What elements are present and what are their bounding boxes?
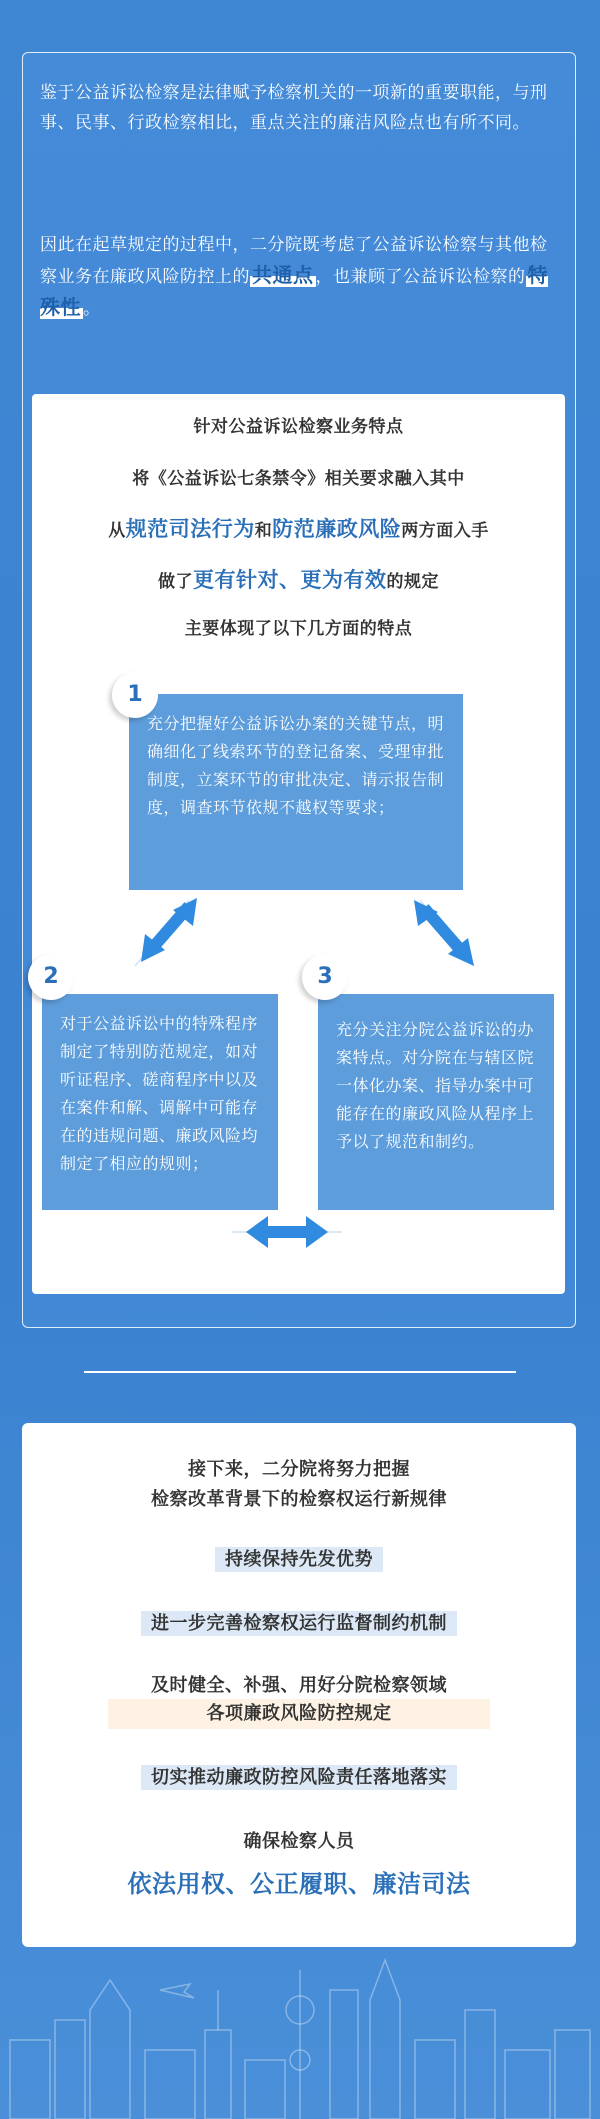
feature-number-3: 3 <box>302 954 348 1000</box>
highlight-effective: 更有针对、更为有效 <box>193 568 387 592</box>
outlook-item-1 <box>22 1545 576 1575</box>
outlook-line-3: 确保检察人员 <box>243 1831 355 1852</box>
section-divider <box>84 1371 516 1373</box>
card-text: 从 <box>108 521 126 541</box>
intro-paragraph-2 <box>40 230 560 324</box>
arrow-right-diagonal-icon <box>400 896 490 976</box>
outlook-card <box>22 1423 576 1947</box>
outlook-item-1-text: 持续保持先发优势 <box>215 1547 383 1572</box>
highlight-prevent: 防范廉政风险 <box>272 517 402 541</box>
feature-box-1: 充分把握好公益诉讼办案的关键节点，明确细化了线索环节的登记备案、受理审批制度，立案环节的审批决定、请示报告制度，调查环节依规不越权等要求； <box>129 694 463 890</box>
feature-box-3: 充分关注分院公益诉讼的办案特点。对分院在与辖区院一体化办案、指导办案中可能存在的廉政风险从程序上予以了规范和制约。 <box>318 994 554 1210</box>
intro-paragraph-1: 鉴于公益诉讼检察是法律赋予检察机关的一项新的重要职能，与刑事、民事、行政检察相比，重点关注的廉洁风险点也有所不同。 <box>40 83 548 133</box>
outlook-item-3b: 各项廉政风险防控规定 <box>206 1703 392 1724</box>
card-text: 和 <box>254 521 273 541</box>
outlook-item-3a: 及时健全、补强、用好分院检察领域 <box>151 1675 447 1696</box>
arrow-horizontal-icon <box>232 1212 342 1252</box>
highlight-regulate: 规范司法行为 <box>125 517 255 541</box>
outlook-line-1: 接下来，二分院将努力把握 <box>188 1459 410 1480</box>
card-line-1: 针对公益诉讼检察业务特点 <box>193 417 404 437</box>
outlook-line-2: 检察改革背景下的检察权运行新规律 <box>151 1489 447 1510</box>
outlook-item-4-text: 切实推动廉政防控风险责任落地落实 <box>141 1765 457 1790</box>
card-line-5: 主要体现了以下几方面的特点 <box>184 619 413 639</box>
outlook-item-2-text: 进一步完善检察权运行监督制约机制 <box>141 1611 457 1636</box>
card-text: 做了 <box>158 572 193 592</box>
card-text: 的规定 <box>386 572 439 592</box>
card-line-3 <box>32 513 565 543</box>
card-line-2: 将《公益诉讼七条禁令》相关要求融入其中 <box>132 469 465 489</box>
intro-text: 因此在起草规定的过程中，二分院既考虑了公益诉讼检察与其他检察业务在廉政风险防控上的 <box>40 235 548 287</box>
highlight-common-point: 共通点 <box>252 263 314 287</box>
feature-number-2: 2 <box>28 954 74 1000</box>
outlook-item-4 <box>22 1763 576 1793</box>
feature-number-1: 1 <box>112 672 158 718</box>
feature-box-2: 对于公益诉讼中的特殊程序制定了特别防范规定，如对听证程序、磋商程序中以及在案件和解、调解中可能存在的违规问题、廉政风险均制定了相应的规则； <box>42 994 278 1210</box>
arrow-left-diagonal-icon <box>127 896 217 976</box>
card-line-4 <box>32 564 565 594</box>
features-card <box>32 394 565 1294</box>
outlook-item-2 <box>22 1609 576 1639</box>
card-text: 两方面入手 <box>401 521 489 541</box>
city-skyline-icon <box>0 1950 600 2119</box>
highlight-particularity: 特殊性 <box>40 263 548 319</box>
intro-text: 。 <box>83 299 101 319</box>
outlook-final-slogan: 依法用权、公正履职、廉洁司法 <box>127 1870 471 1898</box>
intro-text: ，也兼顾了公益诉讼检察的 <box>315 267 526 287</box>
